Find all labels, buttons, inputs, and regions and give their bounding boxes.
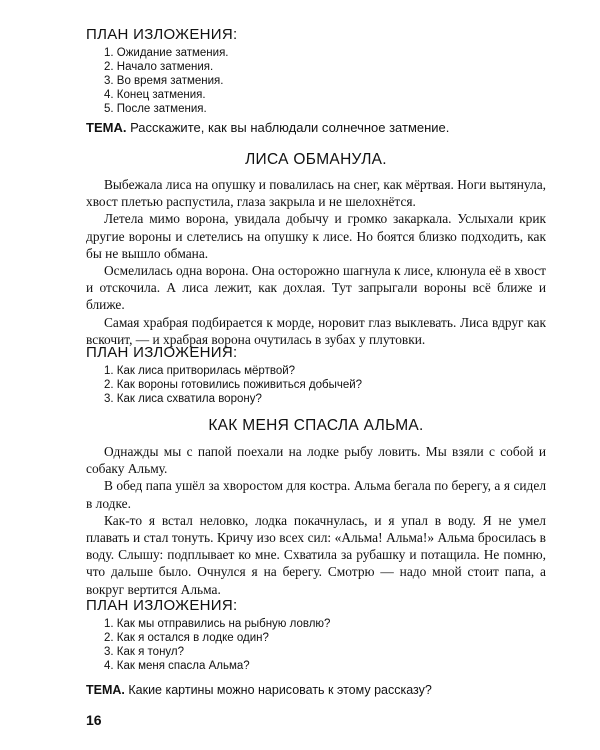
tema-section-2 xyxy=(86,683,546,697)
plan-heading: ПЛАН ИЗЛОЖЕНИЯ: xyxy=(86,26,238,43)
plan-heading: ПЛАН ИЗЛОЖЕНИЯ: xyxy=(86,597,238,614)
tema-label: ТЕМА. xyxy=(86,683,125,697)
tema-line xyxy=(86,120,546,135)
tema-text: Расскажите, как вы наблюдали солнечное затмение. xyxy=(126,120,450,135)
plan-list xyxy=(86,46,546,116)
story-text-1 xyxy=(86,176,546,348)
plan-item: 5. После затмения. xyxy=(104,103,207,115)
story-paragraph: Самая храбрая подбирается к морде, норовит глаз выклевать. Лиса вдруг как вскочит, — и храбрая ворона очутилась в зубах у плутовки. xyxy=(86,314,546,347)
story-paragraph: Летела мимо ворона, увидала добычу и громко закаркала. Услыхали крик другие вороны и слетелись на опушку к лисе. Но боятся близко подходить, как бы не вышло обмана. xyxy=(86,211,546,261)
plan-section-2 xyxy=(86,344,546,406)
tema-label: ТЕМА. xyxy=(86,120,127,135)
tema-text: Какие картины можно нарисовать к этому рассказу? xyxy=(124,683,432,697)
story-paragraph: Однажды мы с папой поехали на лодке рыбу ловить. Мы взяли с собой и собаку Альму. xyxy=(86,444,546,477)
plan-item: 1. Как мы отправились на рыбную ловлю? xyxy=(104,618,331,630)
tema-line xyxy=(86,683,546,697)
plan-item: 4. Конец затмения. xyxy=(104,89,206,101)
plan-section-1 xyxy=(86,26,546,116)
plan-item: 1. Ожидание затмения. xyxy=(104,47,229,59)
plan-item: 2. Начало затмения. xyxy=(104,61,214,73)
tema-section-1 xyxy=(86,120,546,135)
plan-heading: ПЛАН ИЗЛОЖЕНИЯ: xyxy=(86,344,238,361)
plan-item: 2. Как я остался в лодке один? xyxy=(104,632,269,644)
story-section-1 xyxy=(86,151,546,169)
page-number: 16 xyxy=(86,712,102,728)
story-title: ЛИСА ОБМАНУЛА. xyxy=(245,151,387,168)
story-paragraph: В обед папа ушёл за хворостом для костра. Альма бегала по берегу, а я сидел в лодке. xyxy=(86,478,546,511)
plan-item: 2. Как вороны готовились поживиться добычей? xyxy=(104,379,363,391)
plan-item: 3. Во время затмения. xyxy=(104,75,224,87)
story-paragraph: Выбежала лиса на опушку и повалилась на снег, как мёртвая. Ноги вытянула, хвост плетью распустила, глаза закрыла и не шелохнётся. xyxy=(86,177,546,210)
plan-item: 4. Как меня спасла Альма? xyxy=(104,660,250,672)
plan-list xyxy=(86,617,546,673)
plan-list xyxy=(86,364,546,406)
story-paragraph: Осмелилась одна ворона. Она осторожно шагнула к лисе, клюнула её в хвост и отскочила. А лиса лежит, как дохлая. Тут запрыгали вороны всё ближе и ближе. xyxy=(86,263,546,313)
plan-section-3 xyxy=(86,597,546,673)
story-section-2 xyxy=(86,417,546,435)
plan-item: 3. Как я тонул? xyxy=(104,646,185,658)
story-paragraph: Как-то я встал неловко, лодка покачнулась, и я упал в воду. Я не умел плавать и стал тонуть. Кричу изо всех сил: «Альма! Альма!» Альма бросилась в воду. Слышу: подплывает ко мне. Схватила за рубашку и потащила. Не помню, что дальше было. Очнулся я на берегу. Смотрю — надо мной стоит папа, а вокруг вертится Альма. xyxy=(86,512,546,597)
plan-item: 3. Как лиса схватила ворону? xyxy=(104,393,262,405)
plan-item: 1. Как лиса притворилась мёртвой? xyxy=(104,365,296,377)
story-title: КАК МЕНЯ СПАСЛА АЛЬМА. xyxy=(208,417,424,434)
story-text-2 xyxy=(86,443,546,598)
